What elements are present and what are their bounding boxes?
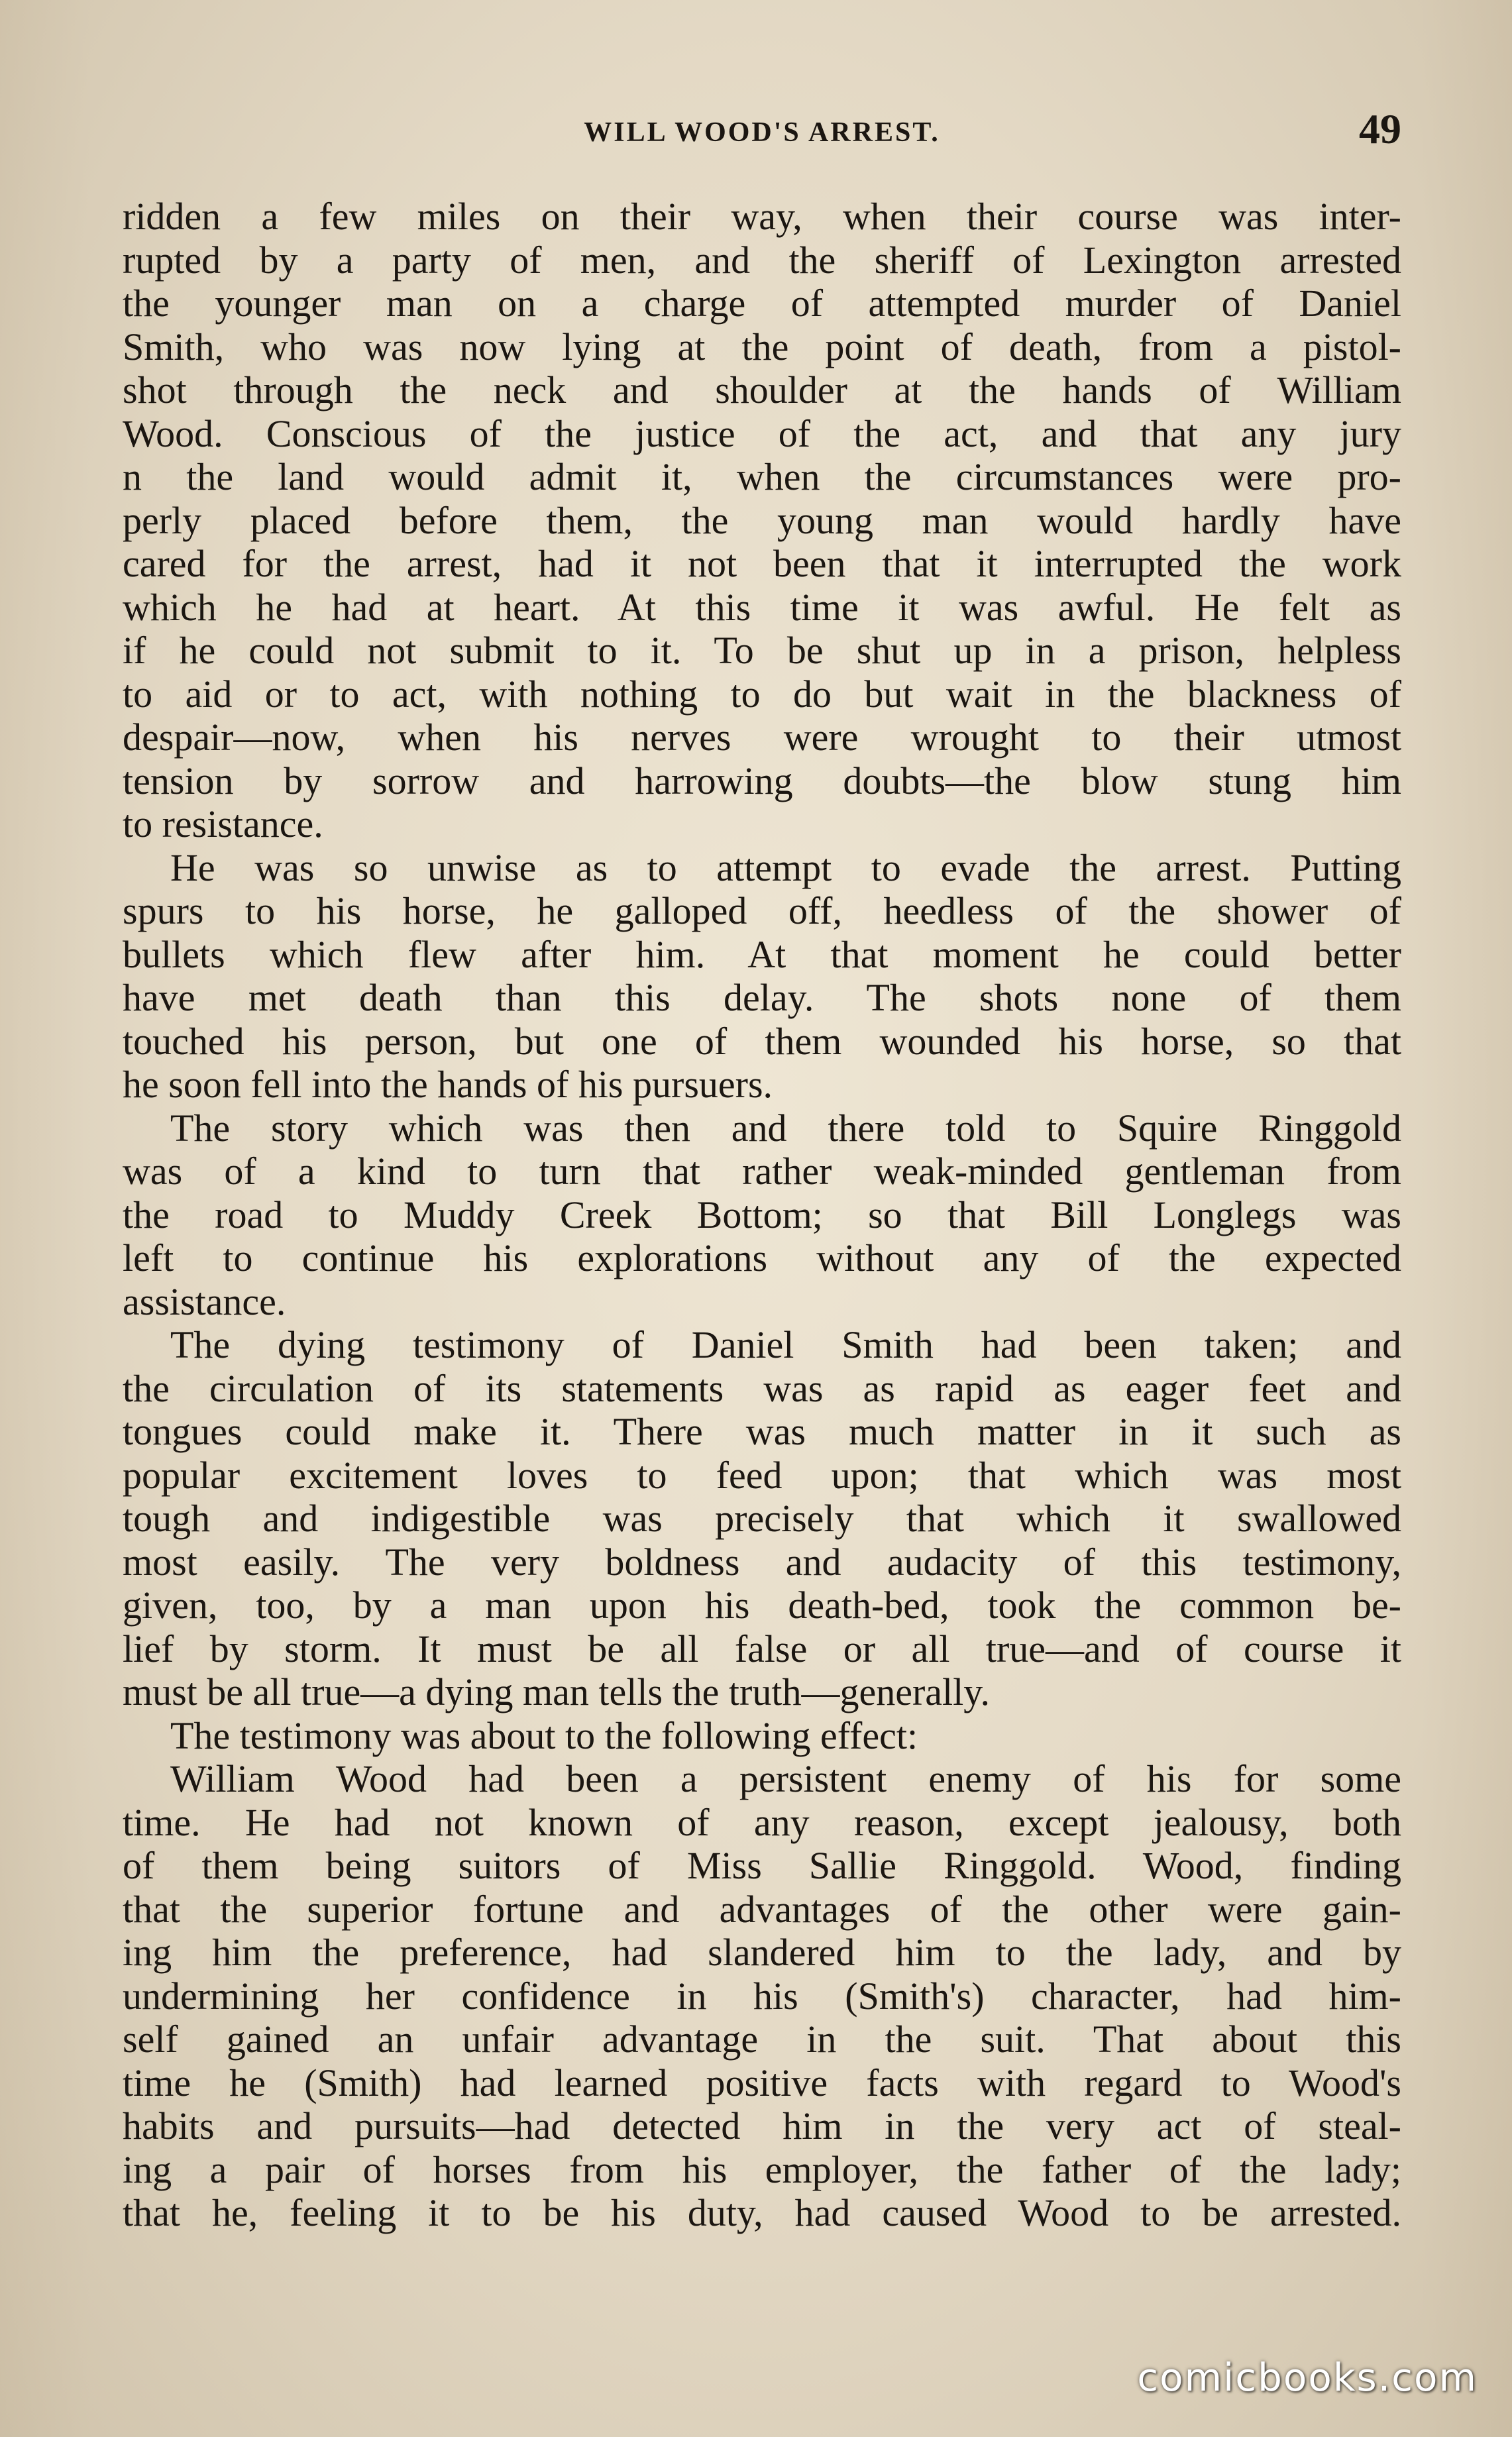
text-line: perly placed before them, the young man would hardly have [123, 498, 1401, 542]
text-line: time. He had not known of any reason, except jealousy, both [123, 1800, 1401, 1844]
text-line: bullets which flew after him. At that moment he could better [123, 932, 1401, 976]
paragraph-first-line: The dying testimony of Daniel Smith had been taken; and [170, 1323, 1401, 1366]
text-line: most easily. The very boldness and audacity of this testimony, [123, 1540, 1401, 1584]
text-line: have met death than this delay. The shots none of them [123, 976, 1401, 1019]
running-title: WILL WOOD'S ARREST. [584, 117, 940, 148]
text-line: spurs to his horse, he galloped off, heedless of the shower of [123, 889, 1401, 932]
paragraph-first-line: He was so unwise as to attempt to evade the arrest. Putting [170, 845, 1401, 889]
text-line: Wood. Conscious of the justice of the act, and that any jury [123, 411, 1401, 455]
page-number: 49 [1359, 105, 1401, 152]
text-line: that the superior fortune and advantages of the other were gain- [123, 1887, 1401, 1931]
text-line: tough and indigestible was precisely that which it swallowed [123, 1497, 1401, 1540]
text-line: ing him the preference, had slandered him to the lady, and by [123, 1931, 1401, 1974]
paragraph-first-line: William Wood had been a persistent enemy of his for some [170, 1757, 1401, 1800]
text-line: habits and pursuits—had detected him in the very act of steal- [123, 2104, 1401, 2147]
text-line: ridden a few miles on their way, when their course was inter- [123, 195, 1401, 238]
text-line: ing a pair of horses from his employer, the father of the lady; [123, 2147, 1401, 2191]
body-text [123, 195, 1401, 2235]
text-line: tension by sorrow and harrowing doubts—the blow stung him [123, 759, 1401, 802]
paragraph-first-line: The testimony was about to the following effect: [170, 1713, 918, 1757]
text-line: to resistance. [123, 802, 323, 845]
text-line: touched his person, but one of them wounded his horse, so that [123, 1019, 1401, 1063]
text-line: he soon fell into the hands of his pursuers. [123, 1063, 773, 1106]
running-head [123, 98, 1401, 158]
text-line: left to continue his explorations without any of the expected [123, 1236, 1401, 1279]
text-line: of them being suitors of Miss Sallie Ringgold. Wood, finding [123, 1844, 1401, 1887]
text-line: time he (Smith) had learned positive facts with regard to Wood's [123, 2061, 1401, 2104]
text-line: tongues could make it. There was much matter in it such as [123, 1410, 1401, 1453]
text-line: if he could not submit to it. To be shut up in a prison, helpless [123, 629, 1401, 672]
text-line: to aid or to act, with nothing to do but wait in the blackness of [123, 672, 1401, 716]
text-line: which he had at heart. At this time it was awful. He felt as [123, 585, 1401, 629]
text-line: given, too, by a man upon his death-bed, took the common be- [123, 1584, 1401, 1627]
text-line: shot through the neck and shoulder at the hands of William [123, 368, 1401, 411]
text-line: assistance. [123, 1279, 286, 1323]
text-line: undermining her confidence in his (Smith's) character, had him- [123, 1974, 1401, 2018]
text-line: the younger man on a charge of attempted murder of Daniel [123, 282, 1401, 325]
text-line: popular excitement loves to feed upon; that which was most [123, 1453, 1401, 1497]
text-line: cared for the arrest, had it not been that it interrupted the work [123, 542, 1401, 585]
watermark: comicbooks.com [1137, 2355, 1478, 2400]
text-line: the circulation of its statements was as rapid as eager feet and [123, 1366, 1401, 1410]
text-line: despair—now, when his nerves were wrought to their utmost [123, 716, 1401, 759]
text-line: self gained an unfair advantage in the suit. That about this [123, 2018, 1401, 2061]
text-line: n the land would admit it, when the circumstances were pro- [123, 455, 1401, 498]
text-line: was of a kind to turn that rather weak-minded gentleman from [123, 1150, 1401, 1193]
text-line: the road to Muddy Creek Bottom; so that Bill Longlegs was [123, 1193, 1401, 1236]
text-line: that he, feeling it to be his duty, had caused Wood to be arrested. [123, 2191, 1401, 2234]
paragraph-first-line: The story which was then and there told to Squire Ringgold [170, 1106, 1401, 1150]
text-line: lief by storm. It must be all false or all true—and of course it [123, 1627, 1401, 1670]
text-line: Smith, who was now lying at the point of death, from a pistol- [123, 325, 1401, 368]
text-line: must be all true—a dying man tells the truth—generally. [123, 1670, 990, 1713]
text-line: rupted by a party of men, and the sheriff of Lexington arrested [123, 238, 1401, 282]
